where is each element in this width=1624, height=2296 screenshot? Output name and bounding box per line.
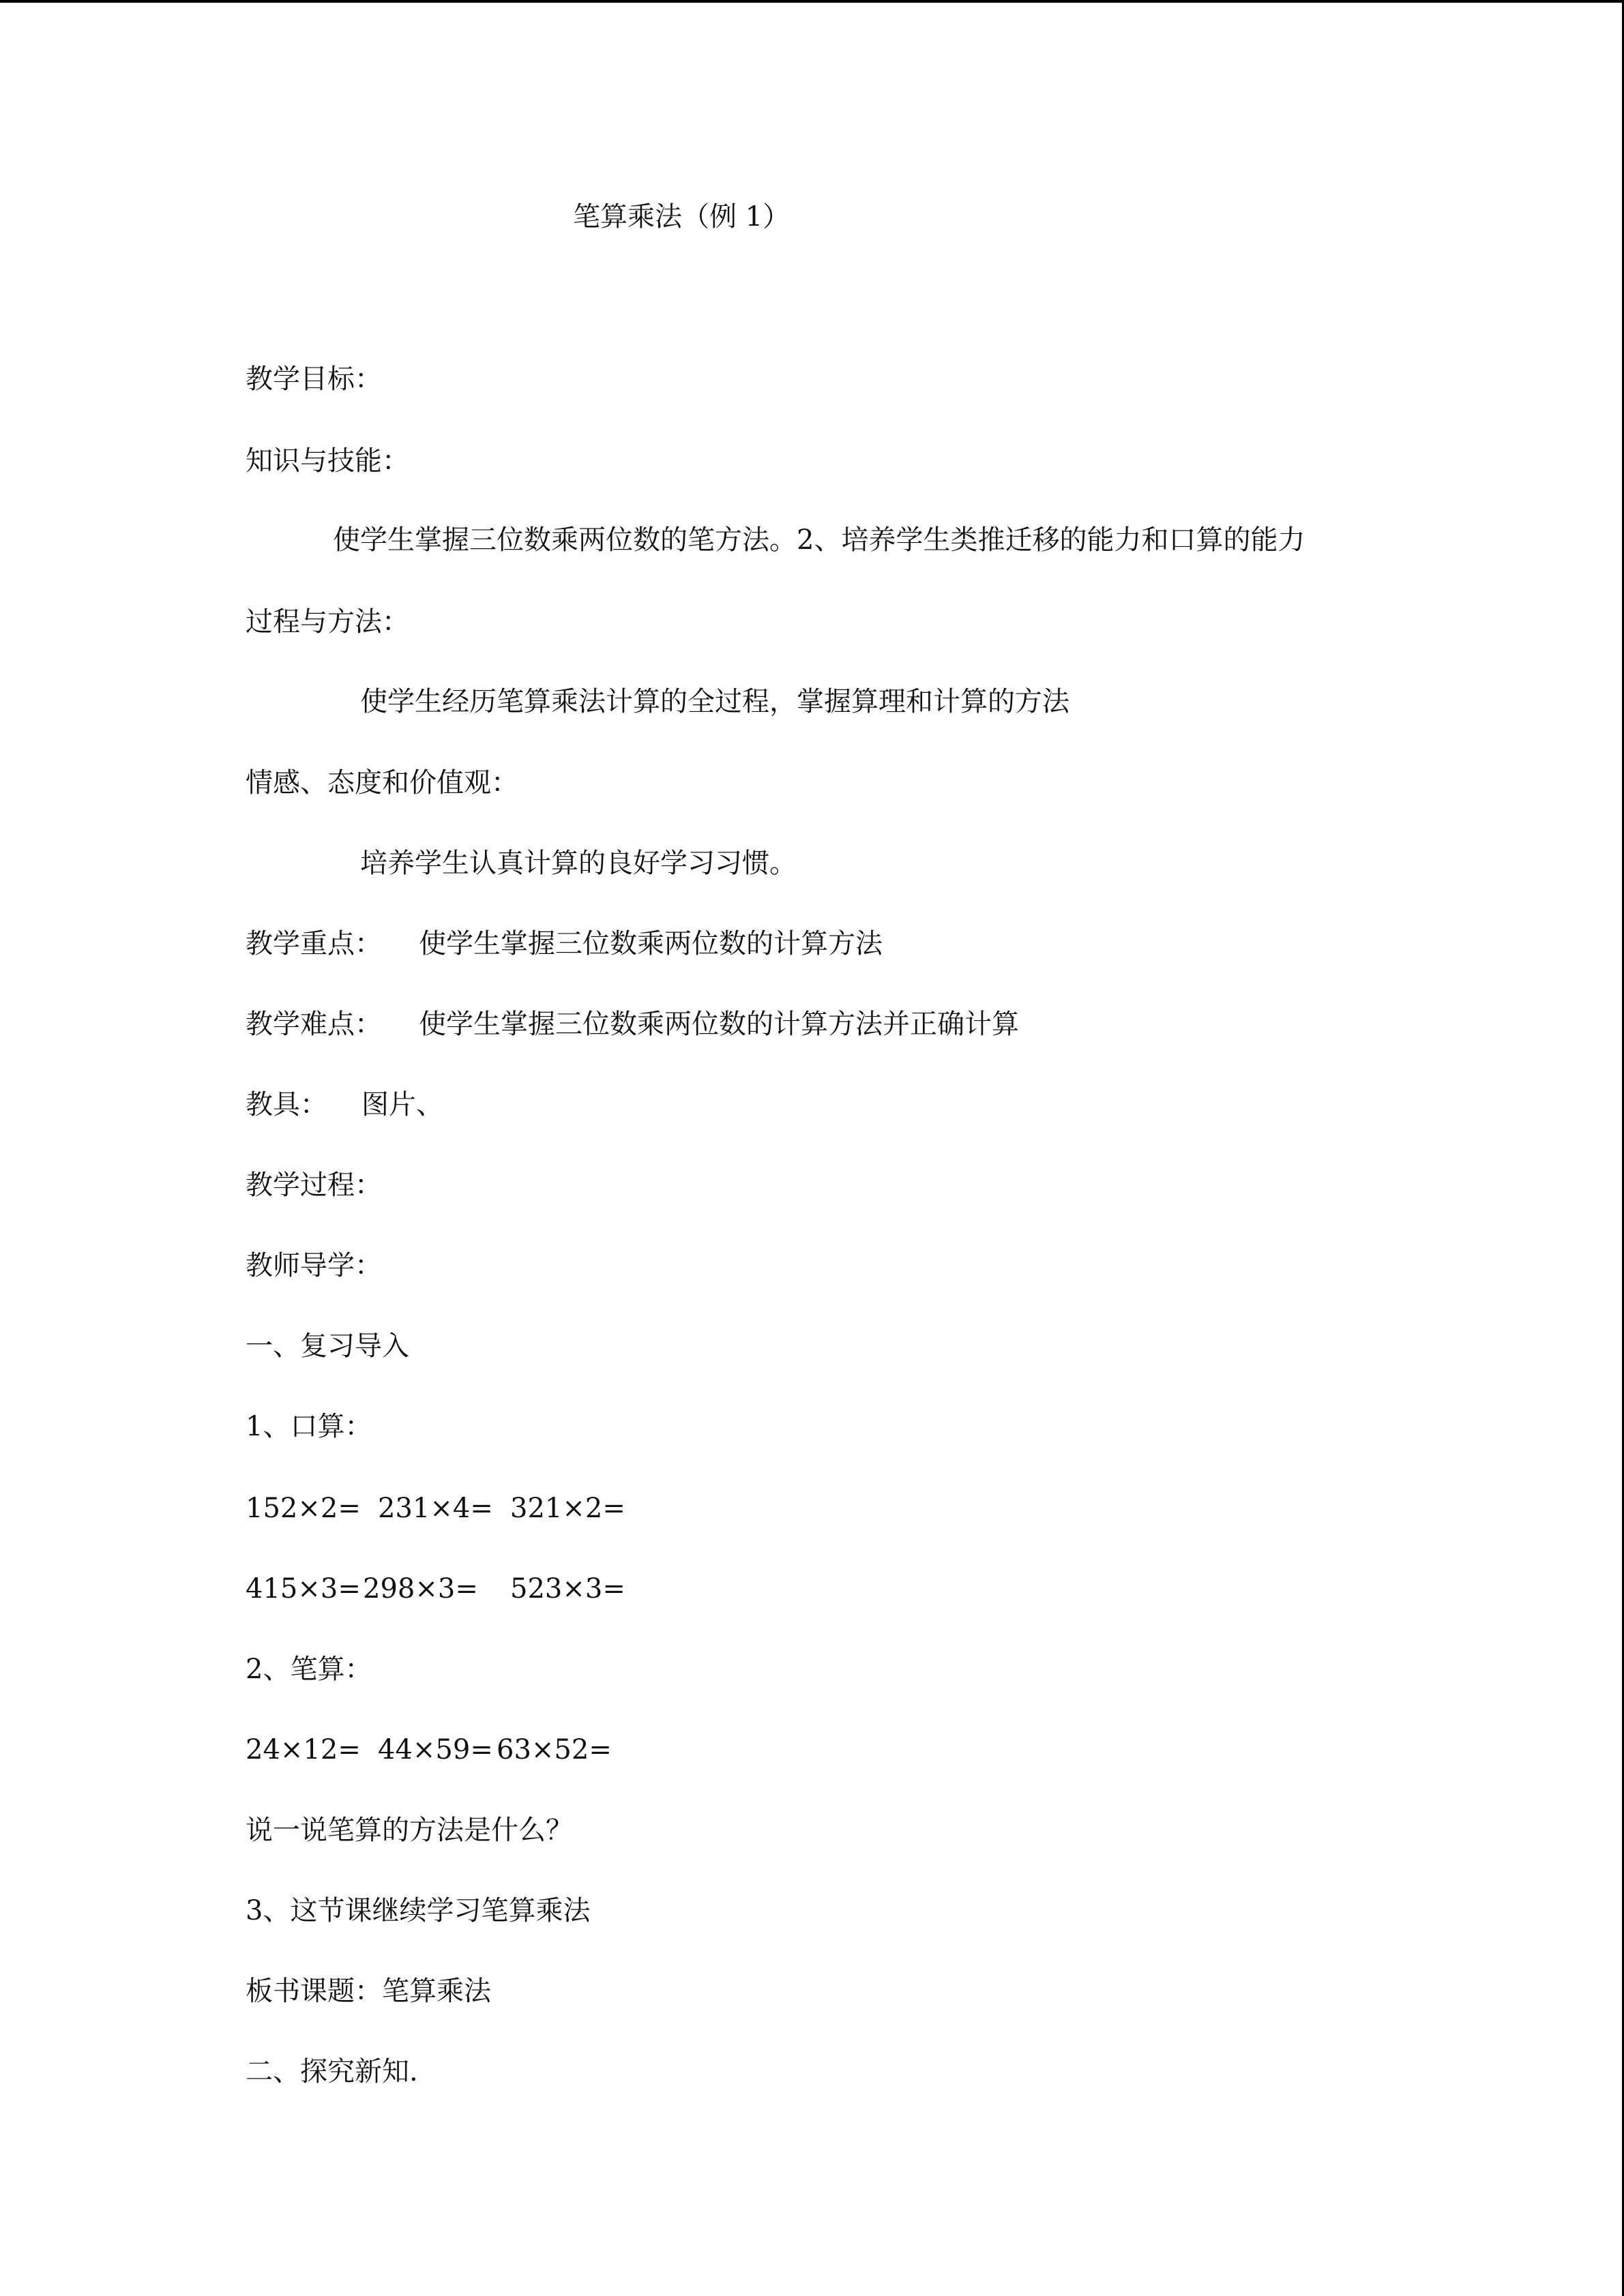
board-title-text: 板书课题：笔算乘法 <box>246 1976 491 2007</box>
oral-problem: 523×3= <box>510 1573 625 1605</box>
written-problem: 44×59= <box>378 1734 493 1765</box>
item-three-text: 3、这节课继续学习笔算乘法 <box>246 1895 591 1926</box>
difficulty-row <box>246 1007 1019 1042</box>
oral-problem: 415×3= <box>246 1573 361 1605</box>
written-problem: 63×52= <box>497 1734 612 1765</box>
tools-label: 教具： <box>246 1089 327 1120</box>
objectives-heading: 教学目标： <box>246 363 382 395</box>
difficulty-text: 使学生掌握三位数乘两位数的计算方法并正确计算 <box>419 1009 1019 1040</box>
key-point-text: 使学生掌握三位数乘两位数的计算方法 <box>419 928 883 959</box>
knowledge-text: 使学生掌握三位数乘两位数的笔方法。2、培养学生类推迁移的能力和口算的能力 <box>333 524 1305 556</box>
oral-problem: 152×2= <box>246 1493 361 1524</box>
written-heading: 2、笔算： <box>246 1654 372 1685</box>
document-title: 笔算乘法（例 1） <box>573 201 791 233</box>
key-point-label: 教学重点： <box>246 928 382 959</box>
attitude-heading: 情感、态度和价值观： <box>246 767 518 799</box>
process-text: 使学生经历笔算乘法计算的全过程，掌握算理和计算的方法 <box>360 686 1069 717</box>
key-point-row <box>246 926 883 961</box>
teacher-guide-heading: 教师导学： <box>246 1250 382 1281</box>
section-one-heading: 一、复习导入 <box>246 1330 409 1362</box>
process-steps-heading: 教学过程： <box>246 1169 382 1201</box>
oral-heading: 1、口算： <box>246 1411 372 1442</box>
oral-problem: 321×2= <box>510 1493 625 1524</box>
attitude-text: 培养学生认真计算的良好学习习惯。 <box>360 848 797 879</box>
written-problem: 24×12= <box>246 1734 361 1765</box>
process-heading: 过程与方法： <box>246 606 409 638</box>
difficulty-label: 教学难点： <box>246 1009 382 1040</box>
knowledge-heading: 知识与技能： <box>246 445 409 477</box>
oral-problem: 298×3= <box>363 1573 478 1605</box>
tools-text: 图片、 <box>361 1089 443 1120</box>
section-two-heading: 二、探究新知. <box>246 2056 418 2087</box>
question-text: 说一说笔算的方法是什么？ <box>246 1815 573 1846</box>
tools-row <box>246 1087 443 1122</box>
oral-problem: 231×4= <box>378 1493 493 1524</box>
